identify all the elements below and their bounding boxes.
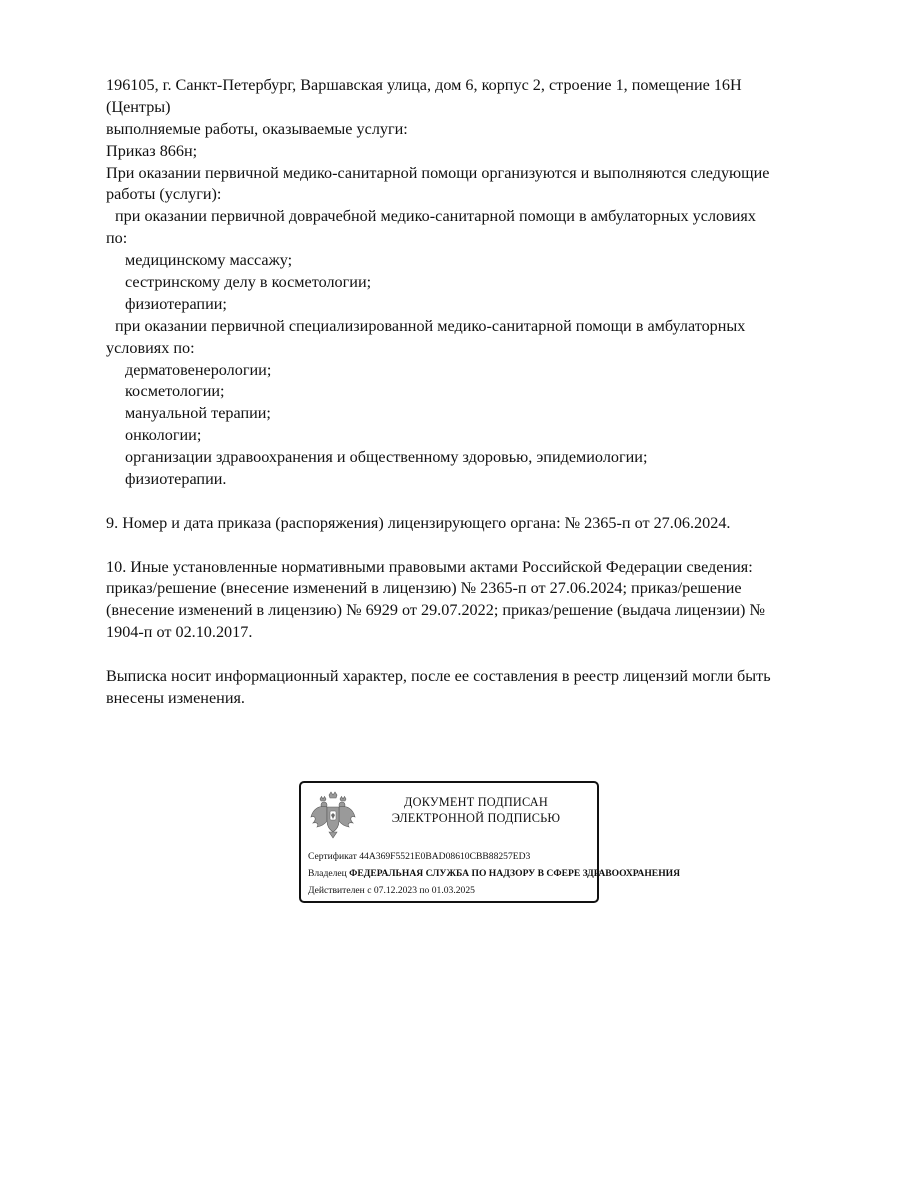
prehospital-care-heading-cont: по: [106, 229, 128, 248]
service-item: физиотерапии. [125, 470, 227, 489]
certificate-number: 44A369F5521E0BAD08610CBB88257ED3 [359, 851, 531, 862]
section-9: 9. Номер и дата приказа (распоряжения) лицензирующего органа: № 2365-п от 27.06.2024. [106, 513, 731, 532]
stamp-owner: Владелец ФЕДЕРАЛЬНАЯ СЛУЖБА ПО НАДЗОРУ В СФЕРЕ ЗДРАВООХРАНЕНИЯ [308, 868, 681, 879]
section-10-line: приказ/решение (внесение изменений в лицензию) № 2365-п от 27.06.2024; приказ/решение [106, 579, 742, 598]
owner-name: ФЕДЕРАЛЬНАЯ СЛУЖБА ПО НАДЗОРУ В СФЕРЕ ЗДРАВООХРАНЕНИЯ [349, 868, 681, 879]
electronic-signature-stamp [299, 781, 681, 903]
primary-care-intro: При оказании первичной медико-санитарной помощи организуются и выполняются следующие [106, 163, 770, 182]
notice-line: внесены изменения. [106, 688, 245, 707]
notice-line: Выписка носит информационный характер, после ее составления в реестр лицензий могли быть [106, 667, 771, 686]
service-item: косметологии; [125, 382, 225, 401]
specialized-care-heading: при оказании первичной специализированной медико-санитарной помощи в амбулаторных [115, 316, 746, 335]
prehospital-care-heading: при оказании первичной доврачебной медико-санитарной помощи в амбулаторных условиях [115, 207, 756, 226]
russian-coat-of-arms-icon [307, 789, 359, 841]
stamp-validity: Действителен с 07.12.2023 по 01.03.2025 [308, 885, 475, 896]
stamp-certificate: Сертификат 44A369F5521E0BAD08610CBB88257ED3 [308, 851, 531, 862]
license-extract-text [106, 75, 851, 710]
order-reference: Приказ 866н; [106, 141, 198, 160]
service-item: дерматовенерологии; [125, 360, 272, 379]
specialized-care-heading-cont: условиях по: [106, 338, 195, 357]
service-item: медицинскому массажу; [125, 251, 293, 270]
service-item: сестринскому делу в косметологии; [125, 273, 372, 292]
service-item: организации здравоохранения и общественному здоровью, эпидемиологии; [125, 448, 648, 467]
service-item: физиотерапии; [125, 294, 227, 313]
service-item: онкологии; [125, 426, 202, 445]
address-line: 196105, г. Санкт-Петербург, Варшавская улица, дом 6, корпус 2, строение 1, помещение 16Н [106, 76, 742, 94]
section-10-line: 10. Иные установленные нормативными правовыми актами Российской Федерации сведения: [106, 557, 753, 576]
section-10-line: (внесение изменений в лицензию) № 6929 от 29.07.2022; приказ/решение (выдача лицензии) № [106, 601, 765, 620]
address-line-cont: (Центры) [106, 97, 171, 116]
primary-care-intro-cont: работы (услуги): [106, 185, 222, 204]
works-heading: выполняемые работы, оказываемые услуги: [106, 119, 408, 138]
stamp-title: ДОКУМЕНТ ПОДПИСАН ЭЛЕКТРОННОЙ ПОДПИСЬЮ [391, 795, 561, 825]
section-10-line: 1904-п от 02.10.2017. [106, 623, 253, 642]
service-item: мануальной терапии; [125, 404, 271, 423]
